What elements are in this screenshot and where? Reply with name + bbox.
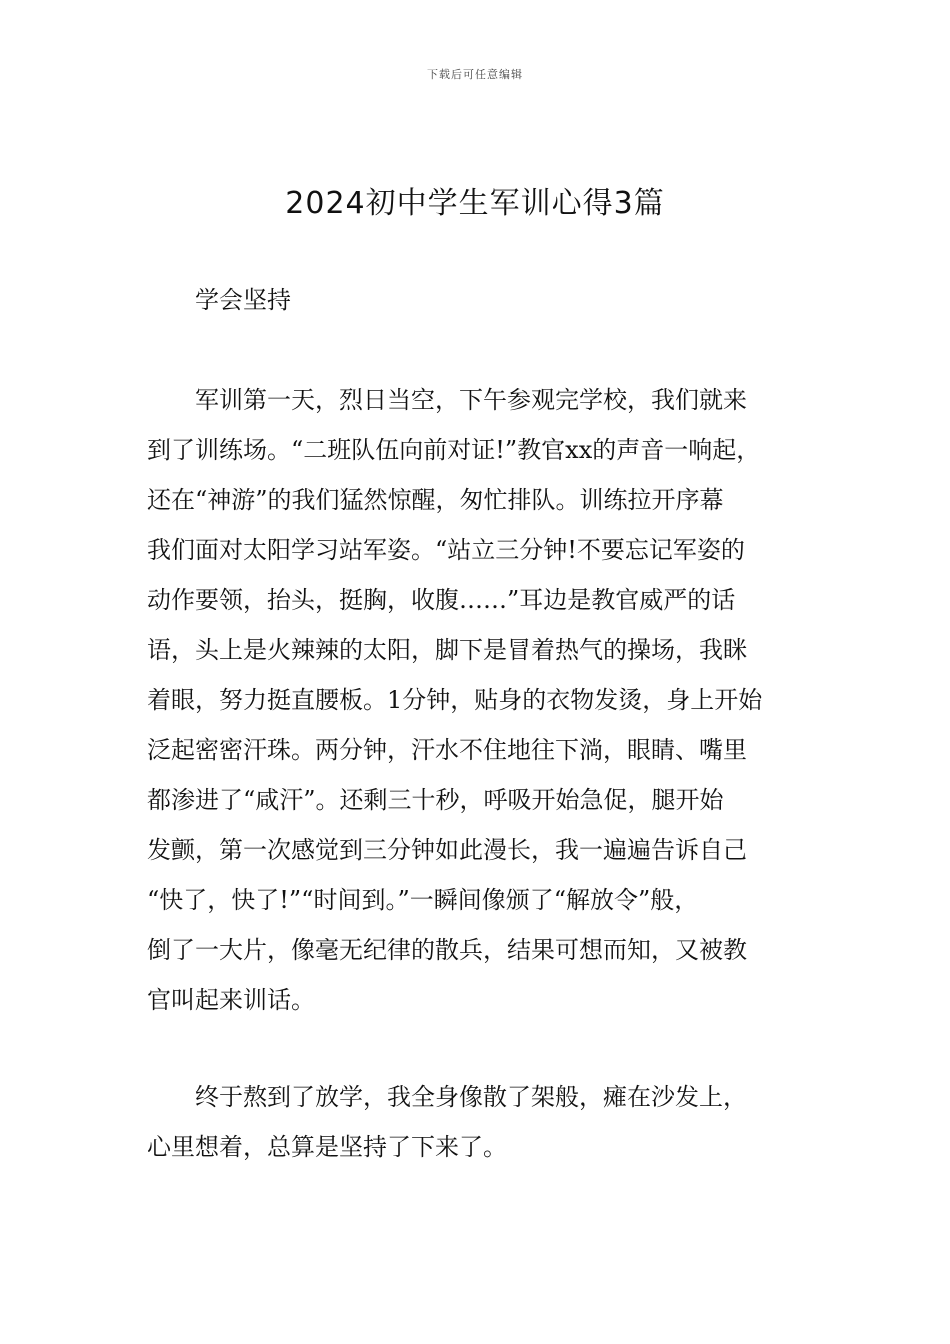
- section-heading: 学会坚持: [195, 286, 291, 314]
- paragraph-line: 心里想着，总算是坚持了下来了。: [147, 1133, 507, 1161]
- paragraph-line: 泛起密密汗珠。两分钟，汗水不住地往下淌，眼睛、嘴里: [147, 736, 747, 764]
- paragraph-line: 官叫起来训话。: [147, 986, 315, 1014]
- paragraph-line: 到了训练场。“二班队伍向前对证!”教官xx的声音一响起，: [147, 436, 761, 464]
- paragraph-line: 语，头上是火辣辣的太阳，脚下是冒着热气的操场，我眯: [147, 636, 747, 664]
- paragraph-line: “快了，快了!”“时间到。”一瞬间像颁了“解放令”般，: [147, 886, 699, 914]
- paragraph-line: 动作要领，抬头，挺胸，收腹……”耳边是教官威严的话: [147, 586, 736, 614]
- paragraph-line: 都渗进了“咸汗”。还剩三十秒，呼吸开始急促，腿开始: [147, 786, 724, 814]
- document-title: 2024初中学生军训心得3篇: [285, 186, 665, 221]
- paragraph-line: 我们面对太阳学习站军姿。“站立三分钟!不要忘记军姿的: [147, 536, 745, 564]
- paragraph-1: [147, 375, 827, 1025]
- paragraph-line: 终于熬到了放学，我全身像散了架般，瘫在沙发上，: [195, 1083, 747, 1111]
- paragraph-line: 倒了一大片，像毫无纪律的散兵，结果可想而知，又被教: [147, 936, 747, 964]
- paragraph-line: 着眼，努力挺直腰板。1分钟，贴身的衣物发烫，身上开始: [147, 686, 763, 714]
- paragraph-line: 还在“神游”的我们猛然惊醒，匆忙排队。训练拉开序幕: [147, 486, 724, 514]
- paragraph-line: 军训第一天，烈日当空，下午参观完学校，我们就来: [195, 386, 747, 414]
- paragraph-line: 发颤，第一次感觉到三分钟如此漫长，我一遍遍告诉自己: [147, 836, 747, 864]
- header-note: 下载后可任意编辑: [427, 68, 523, 81]
- paragraph-2: [147, 1072, 827, 1172]
